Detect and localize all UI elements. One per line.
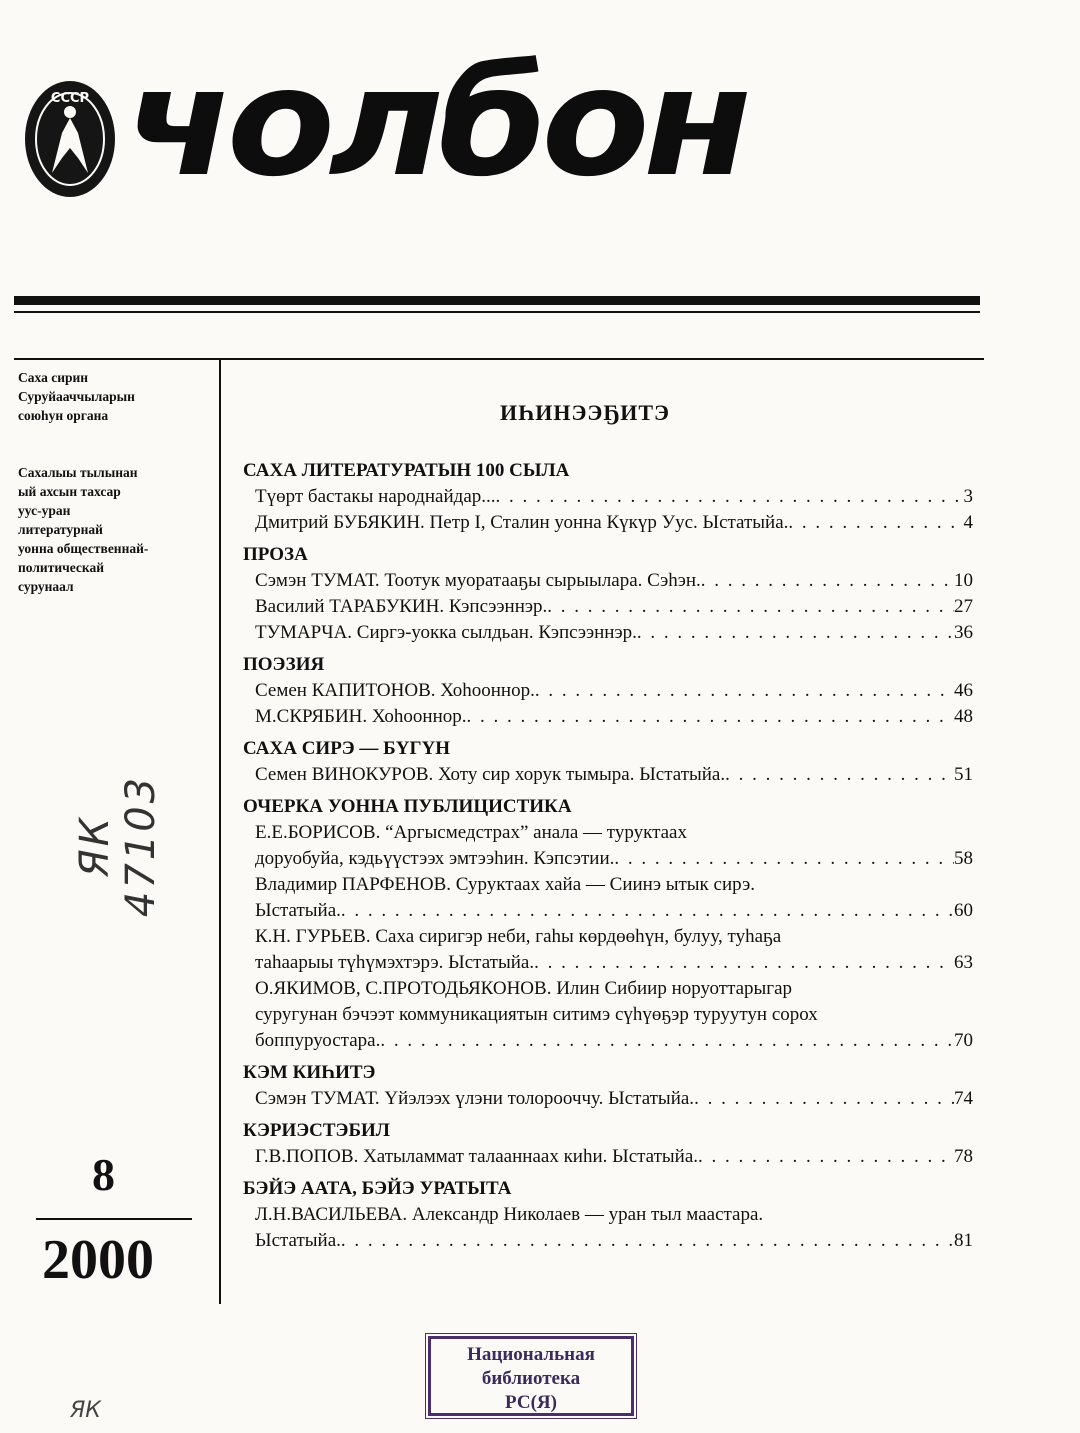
- toc-entry-title: Түөрт бастакы народнайдар...: [255, 486, 496, 507]
- toc-entry: [243, 678, 973, 704]
- toc-entry-title: ТУМАРЧА. Сиргэ-уокка сылдьан. Кэпсээннэр.: [255, 622, 637, 643]
- toc-leader-dots: [614, 846, 954, 872]
- toc-entry-title: Семен ВИНОКУРОВ. Хоту сир хорук тымыра. Ыстатыйа.: [255, 764, 726, 785]
- divider-thin: [14, 311, 980, 313]
- toc-entry-title: доруобуйа, кэдьүүстээх эмтээһин. Кэпсэтии.: [255, 848, 615, 869]
- sidebar-line: уонна общественнай-: [18, 541, 149, 556]
- toc-entry-title: М.СКРЯБИН. Хоһооннор.: [255, 706, 467, 727]
- toc-leader-dots: [637, 620, 954, 646]
- stamp-line: РС(Я): [505, 1392, 557, 1413]
- toc-leader-dots: [534, 950, 954, 976]
- sidebar-line: литературнай: [18, 522, 103, 537]
- toc-leader-dots: [547, 594, 954, 620]
- toc-page-number: 4: [963, 512, 973, 533]
- stamp-line: библиотека: [481, 1368, 581, 1389]
- toc-section: [243, 794, 973, 1054]
- divider-top: [14, 358, 984, 360]
- table-of-contents: [243, 452, 973, 1254]
- toc-entry: [243, 704, 973, 730]
- toc-entry-line: Е.Е.БОРИСОВ. “Аргысмедстрах” анала — туруктаах: [255, 822, 687, 843]
- toc-entry: [243, 1086, 973, 1112]
- toc-page-number: 60: [954, 900, 973, 921]
- toc-section: [243, 458, 973, 536]
- toc-section-title: БЭЙЭ ААТА, БЭЙЭ УРАТЫТА: [243, 1178, 512, 1199]
- sidebar-organ-info: [18, 368, 208, 425]
- toc-section-title: КЭРИЭСТЭБИЛ: [243, 1120, 390, 1141]
- toc-entry: [243, 872, 973, 924]
- toc-leader-dots: [701, 568, 954, 594]
- toc-section-title: ПРОЗА: [243, 544, 308, 565]
- toc-entry: [243, 510, 973, 536]
- toc-entry-title: Сэмэн ТУМАТ. Тоотук муоратааҕы сырыылара. Сэһэн.: [255, 570, 701, 591]
- toc-entry: [243, 594, 973, 620]
- toc-page-number: 3: [963, 486, 973, 507]
- toc-leader-dots: [341, 1228, 954, 1254]
- toc-section-title: КЭМ КИҺИТЭ: [243, 1062, 376, 1083]
- toc-section: [243, 652, 973, 730]
- toc-section: [243, 542, 973, 646]
- toc-entry-line: Л.Н.ВАСИЛЬЕВА. Александр Николаев — уран тыл маастара.: [255, 1204, 764, 1225]
- toc-entry: [243, 568, 973, 594]
- toc-entry-title: Василий ТАРАБУКИН. Кэпсээннэр.: [255, 596, 548, 617]
- toc-entry: [243, 976, 973, 1054]
- toc-entry-line: суругунан бэчээт коммуникациятын ситимэ сүһүөҕэр туруутун сорох: [255, 1004, 818, 1025]
- toc-section: [243, 1060, 973, 1112]
- toc-entry-title: таһаарыы түһүмэхтэрэ. Ыстатыйа.: [255, 952, 535, 973]
- toc-heading: ИҺИНЭЭҔИТЭ: [500, 400, 670, 425]
- toc-page-number: 74: [954, 1088, 973, 1109]
- issue-number: 8: [92, 1149, 115, 1200]
- issue-year: 2000: [42, 1229, 154, 1291]
- divider-thick: [14, 296, 980, 305]
- toc-entry-title: Дмитрий БУБЯКИН. Петр I, Сталин уонна Күкүр Уус. Ыстатыйа.: [255, 512, 789, 533]
- toc-entry-title: Г.В.ПОПОВ. Хатыламмат талааннаах киһи. Ыстатыйа.: [255, 1146, 699, 1167]
- toc-section: [243, 1176, 973, 1254]
- toc-entry-title: Ыстатыйа.: [255, 900, 341, 921]
- sidebar-line: уус-уран: [18, 503, 71, 518]
- toc-entry-line: Владимир ПАРФЕНОВ. Суруктаах хайа — Сиинэ ытык сирэ.: [255, 874, 756, 895]
- toc-entry: [243, 1202, 973, 1254]
- toc-section: [243, 1118, 973, 1170]
- sidebar-line: союһун органа: [18, 408, 109, 423]
- toc-page-number: 46: [954, 680, 973, 701]
- toc-leader-dots: [341, 898, 954, 924]
- handwritten-side-note: ЯК 47103: [72, 774, 164, 918]
- toc-page-number: 63: [954, 952, 973, 973]
- sidebar-journal-info: [18, 463, 208, 596]
- toc-leader-dots: [496, 484, 964, 510]
- issue-divider: [36, 1218, 192, 1220]
- toc-entry: [243, 924, 973, 976]
- toc-entry-title: Ыстатыйа.: [255, 1230, 341, 1251]
- toc-entry-line: К.Н. ГУРЬЕВ. Саха сиригэр неби, гаһы көрдөөһүн, булуу, туһаҕа: [255, 926, 782, 947]
- toc-page-number: 27: [954, 596, 973, 617]
- sidebar-line: политическай: [18, 560, 104, 575]
- sidebar-line: ый ахсын тахсар: [18, 484, 121, 499]
- toc-leader-dots: [694, 1086, 954, 1112]
- emblem-label: СССР: [50, 91, 90, 106]
- sidebar-line: Саха сирин: [18, 370, 89, 385]
- masthead-emblem: [22, 78, 118, 200]
- toc-page-number: 10: [954, 570, 973, 591]
- stamp-line: Национальная: [467, 1344, 595, 1365]
- toc-entry: [243, 762, 973, 788]
- sidebar-line: сурунаал: [18, 579, 74, 594]
- toc-page-number: 36: [954, 622, 973, 643]
- sidebar-line: Суруйааччыларын: [18, 389, 135, 404]
- toc-leader-dots: [698, 1144, 954, 1170]
- toc-page-number: 58: [954, 848, 973, 869]
- toc-page-number: 51: [954, 764, 973, 785]
- toc-entry-line: О.ЯКИМОВ, С.ПРОТОДЬЯКОНОВ. Илин Сибиир норуоттарыгар: [255, 978, 793, 999]
- toc-leader-dots: [725, 762, 954, 788]
- toc-entry-title: Сэмэн ТУМАТ. Үйэлээх үлэни толорооччу. Ыстатыйа.: [255, 1088, 695, 1109]
- toc-leader-dots: [535, 678, 954, 704]
- library-stamp: [428, 1336, 634, 1416]
- toc-page-number: 48: [954, 706, 973, 727]
- toc-entry: [243, 484, 973, 510]
- toc-section: [243, 736, 973, 788]
- toc-page-number: 78: [954, 1146, 973, 1167]
- toc-page-number: 81: [954, 1230, 973, 1251]
- toc-leader-dots: [788, 510, 963, 536]
- divider-vertical: [219, 360, 221, 1304]
- toc-entry: [243, 1144, 973, 1170]
- toc-section-title: САХА ЛИТЕРАТУРАТЫН 100 СЫЛА: [243, 460, 570, 481]
- toc-entry: [243, 820, 973, 872]
- toc-entry-title: Семен КАПИТОНОВ. Хоһооннор.: [255, 680, 535, 701]
- toc-leader-dots: [380, 1028, 954, 1054]
- toc-leader-dots: [467, 704, 955, 730]
- toc-section-title: САХА СИРЭ — БҮГҮН: [243, 738, 451, 759]
- sidebar-line: Сахалыы тылынан: [18, 465, 138, 480]
- masthead-title: чолбон: [125, 36, 746, 210]
- toc-entry-title: боппуруостара.: [255, 1030, 381, 1051]
- toc-entry: [243, 620, 973, 646]
- toc-page-number: 70: [954, 1030, 973, 1051]
- handwritten-bottom-note: ЯК: [70, 1398, 101, 1423]
- toc-section-title: ОЧЕРКА УОННА ПУБЛИЦИСТИКА: [243, 796, 572, 817]
- toc-section-title: ПОЭЗИЯ: [243, 654, 325, 675]
